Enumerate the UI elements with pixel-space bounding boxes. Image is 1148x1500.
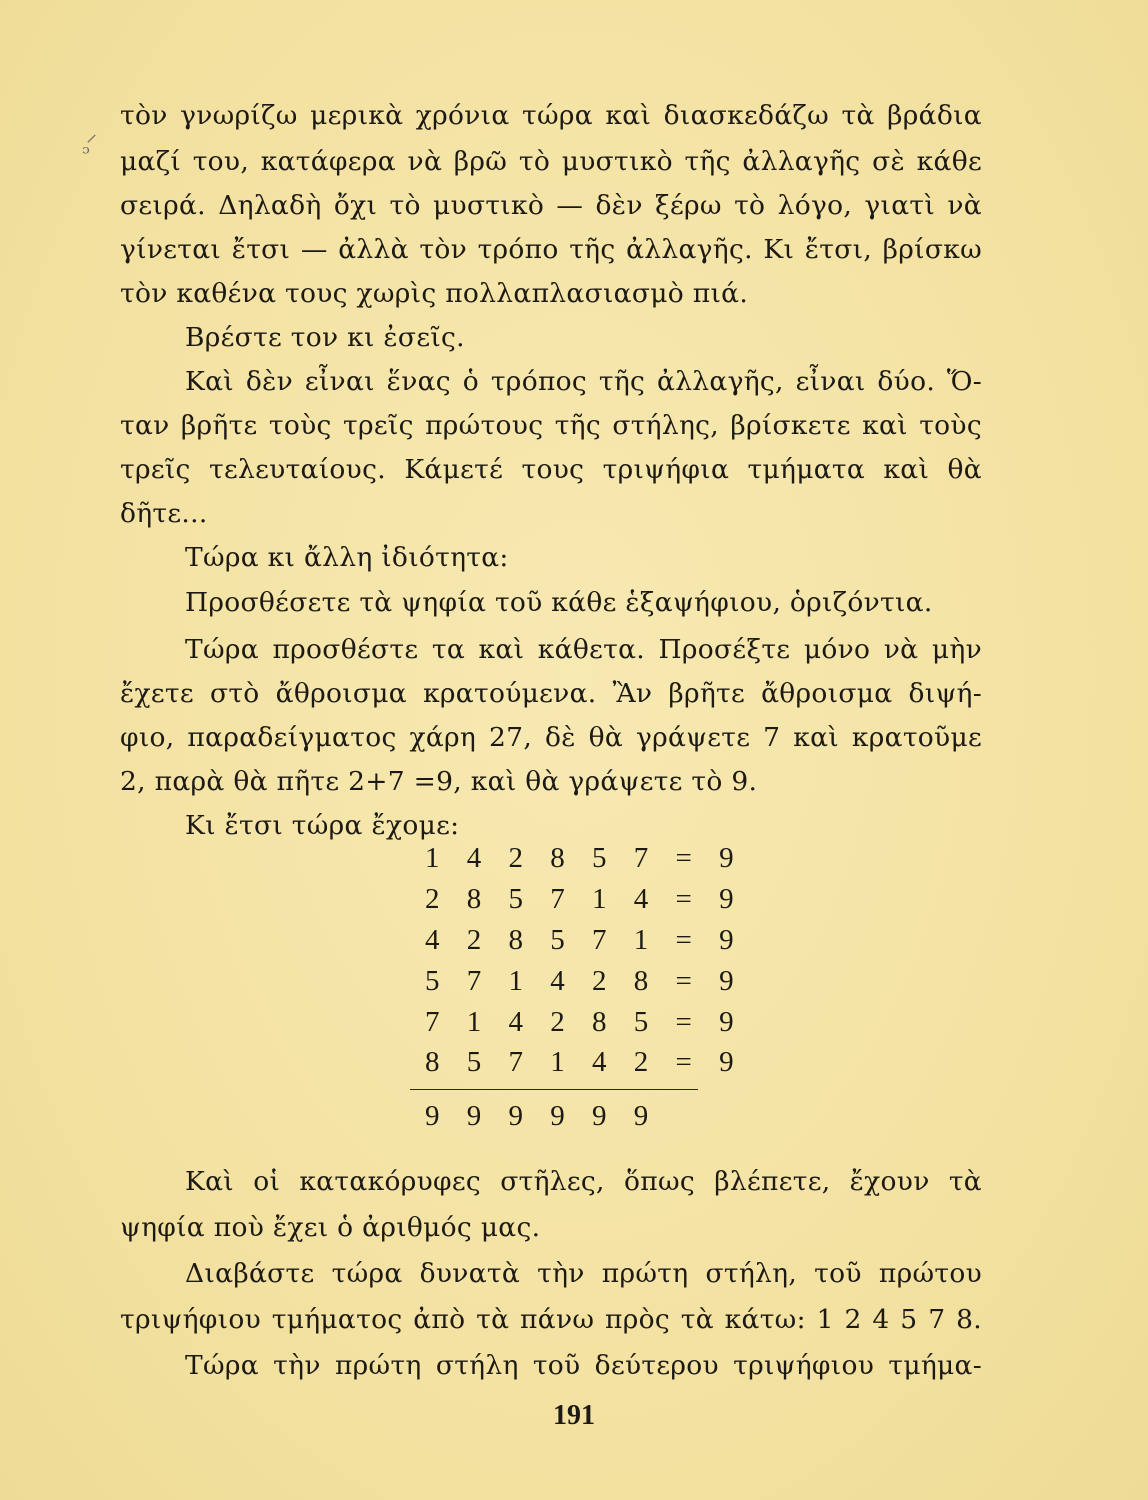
text-line: μαζί του, κατάφερα νὰ βρῶ τὸ μυστικὸ τῆς ἀλλαγῆς σὲ κάθε [120, 146, 982, 177]
text-line: σειρά. Δηλαδὴ ὄχι τὸ μυστικὸ — δὲν ξέρω τὸ λόγο, γιατὶ νὰ [120, 190, 982, 221]
sum-row: 2 8 5 7 1 4 = 9 [425, 883, 744, 915]
text-line: τὸν καθένα τους χωρὶς πολλαπλασιασμὸ πιά. [120, 278, 749, 309]
text-line: δῆτε... [120, 498, 208, 529]
sum-row: 5 7 1 4 2 8 = 9 [425, 965, 744, 997]
text-line: Βρέστε τον κι ἐσεῖς. [185, 322, 465, 353]
sum-total: 9 9 9 9 9 9 [425, 1100, 659, 1132]
text-line: τὸν γνωρίζω μερικὰ χρόνια τώρα καὶ διασκεδάζω τὰ βράδια [120, 100, 982, 131]
text-line: Καὶ δὲν εἶναι ἕνας ὁ τρόπος τῆς ἀλλαγῆς, εἶναι δύο. Ὅ- [185, 366, 982, 397]
text-line: Διαβάστε τώρα δυνατὰ τὴν πρώτη στήλη, τοῦ πρώτου [185, 1258, 982, 1289]
margin-mark: ᵓ [82, 142, 90, 167]
text-line: Τώρα προσθέστε τα καὶ κάθετα. Προσέξτε μόνο νὰ μὴν [185, 634, 982, 665]
text-line: φιο, παραδείγματος χάρη 27, δὲ θὰ γράψετε 7 καὶ κρατοῦμε [120, 722, 982, 753]
text-line: ταν βρῆτε τοὺς τρεῖς πρώτους τῆς στήλης, βρίσκετε καὶ τοὺς [120, 410, 982, 441]
text-line: Τώρα κι ἄλλη ἰδιότητα: [185, 542, 509, 573]
text-line: 2, παρὰ θὰ πῆτε 2+7 =9, καὶ θὰ γράψετε τὸ 9. [120, 766, 758, 797]
sum-row: 1 4 2 8 5 7 = 9 [425, 842, 744, 874]
sum-divider [410, 1089, 698, 1090]
text-line: Καὶ οἱ κατακόρυφες στῆλες, ὅπως βλέπετε, ἔχουν τὰ [185, 1166, 982, 1197]
text-line: Κι ἔτσι τώρα ἔχομε: [185, 810, 460, 841]
text-line: γίνεται ἔτσι — ἀλλὰ τὸν τρόπο τῆς ἀλλαγῆς. Κι ἔτσι, βρίσκω [120, 234, 982, 265]
sum-row: 4 2 8 5 7 1 = 9 [425, 924, 744, 956]
text-line: τρεῖς τελευταίους. Κάμετέ τους τριψήφια τμήματα καὶ θὰ [120, 454, 982, 485]
text-line: ψηφία ποὺ ἔχει ὁ ἀριθμός μας. [120, 1212, 541, 1243]
text-line: Τώρα τὴν πρώτη στήλη τοῦ δεύτερου τριψήφιου τμήμα- [185, 1350, 982, 1381]
text-line: τριψήφιου τμήματος ἀπὸ τὰ πάνω πρὸς τὰ κάτω: 1 2 4 5 7 8. [120, 1304, 982, 1335]
margin-mark: ⸝ [86, 122, 98, 147]
text-line: ἔχετε στὸ ἄθροισμα κρατούμενα. Ἂν βρῆτε ἄθροισμα διψή- [120, 678, 982, 709]
text-line: Προσθέσετε τὰ ψηφία τοῦ κάθε ἑξαψήφιου, ὁριζόντια. [185, 587, 933, 618]
page-number: 191 [553, 1400, 595, 1431]
sum-row: 7 1 4 2 8 5 = 9 [425, 1006, 744, 1038]
sum-row: 8 5 7 1 4 2 = 9 [425, 1046, 744, 1078]
